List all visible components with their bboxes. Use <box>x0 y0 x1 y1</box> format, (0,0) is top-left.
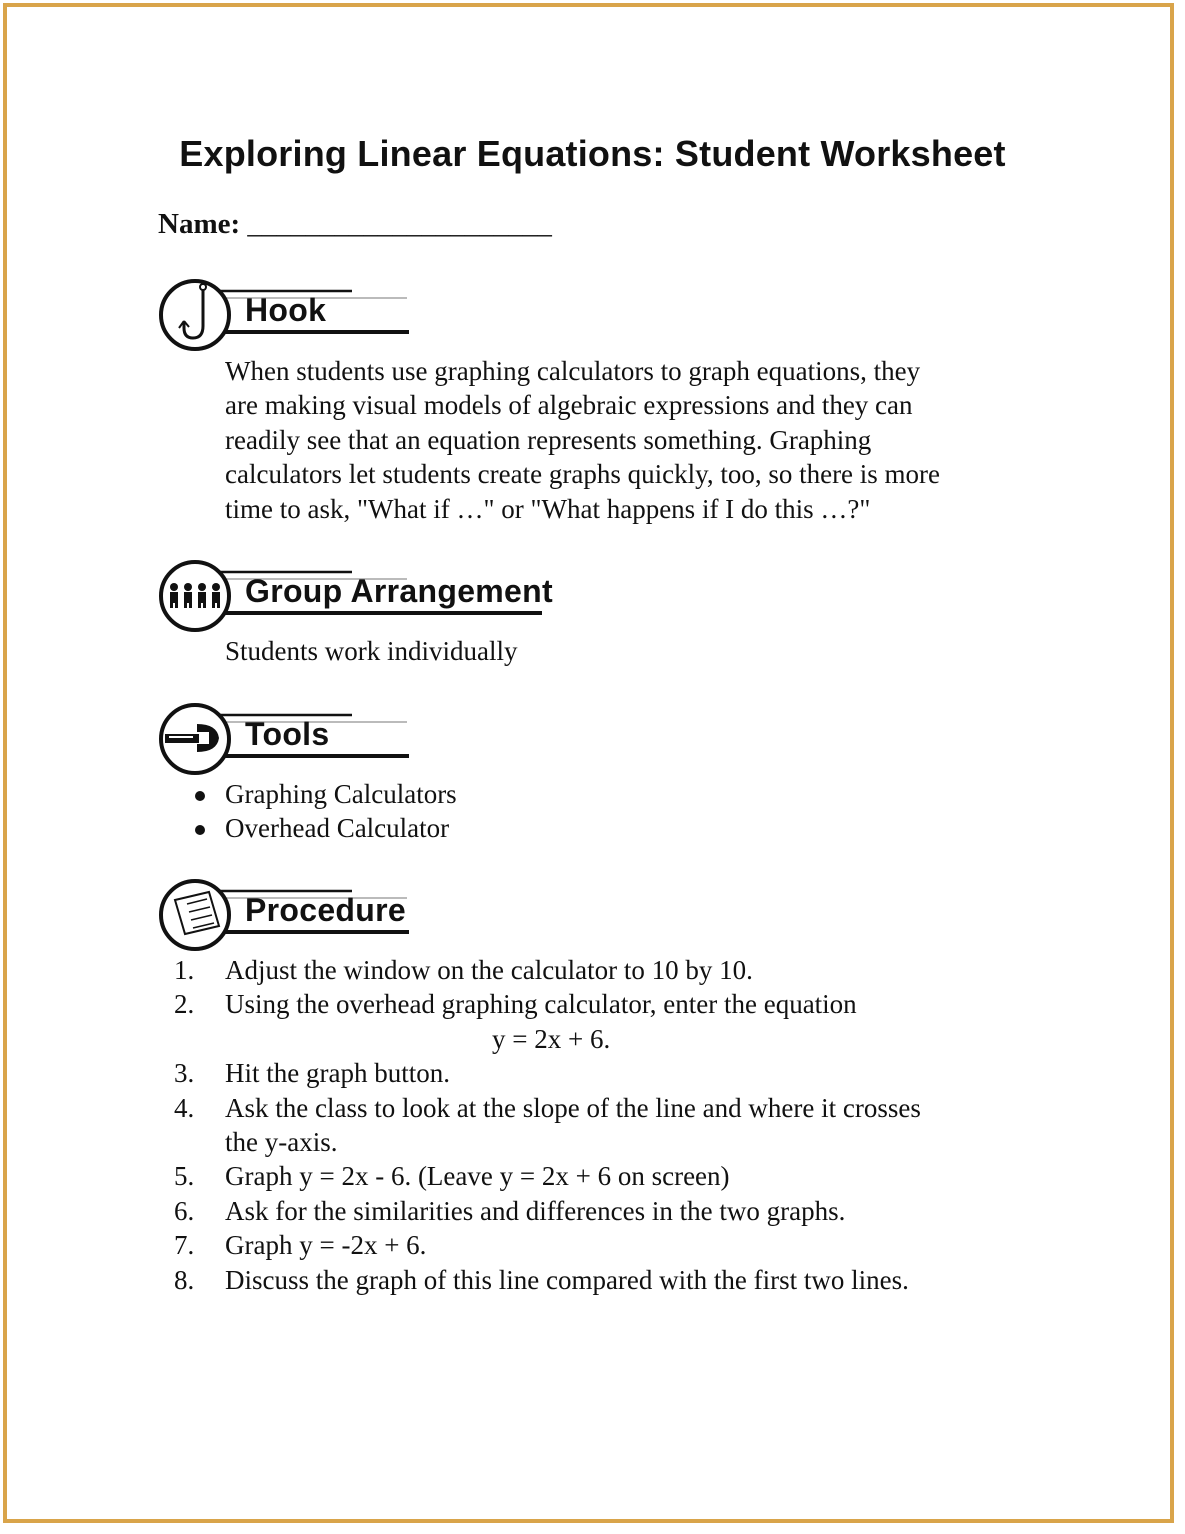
procedure-steps <box>0 953 1185 1297</box>
list-item <box>0 777 1185 811</box>
name-blank: _____________________ <box>247 208 552 240</box>
step-number: 6. <box>174 1195 195 1226</box>
bullet-icon <box>195 825 205 835</box>
step-text: Ask for the similarities and differences in the two graphs. <box>225 1195 846 1226</box>
section-header-procedure <box>157 876 557 956</box>
hook-line: readily see that an equation represents something. Graphing <box>225 424 872 455</box>
group-text: Students work individually <box>225 636 518 666</box>
step-text: Adjust the window on the calculator to 10 by 10. <box>225 955 753 985</box>
section-label-tools: Tools <box>245 716 330 752</box>
step-number: 7. <box>174 1230 195 1261</box>
step-text: Graph y = 2x - 6. (Leave y = 2x + 6 on screen) <box>225 1161 730 1192</box>
procedure-step <box>0 953 1185 987</box>
hook-line: time to ask, "What if …" or "What happens if I do this …?" <box>225 493 871 524</box>
name-field <box>158 208 552 241</box>
step-number: 2. <box>174 989 195 1020</box>
section-header-hook <box>157 276 557 356</box>
step-number: 5. <box>174 1161 195 1192</box>
tools-list <box>0 777 1185 846</box>
hook-line: When students use graphing calculators to graph equations, they <box>225 356 921 386</box>
step-number: 8. <box>174 1264 195 1295</box>
step-text: Discuss the graph of this line compared with the first two lines. <box>225 1264 909 1295</box>
procedure-step-continuation <box>0 1022 1185 1056</box>
name-label: Name: <box>158 208 241 240</box>
step-equation: y = 2x + 6. <box>492 1023 611 1054</box>
procedure-step <box>0 1159 1185 1193</box>
section-header-group <box>157 557 557 637</box>
section-label-hook: Hook <box>245 292 327 328</box>
procedure-step <box>0 1056 1185 1090</box>
step-text: Using the overhead graphing calculator, enter the equation <box>225 989 857 1020</box>
section-label-group: Group Arrangement <box>245 573 553 609</box>
step-number: 4. <box>174 1092 195 1123</box>
step-text: Graph y = -2x + 6. <box>225 1230 427 1261</box>
procedure-step-continuation <box>0 1125 1185 1159</box>
bullet-icon <box>195 791 205 801</box>
section-header-tools <box>157 700 557 780</box>
step-number: 3. <box>174 1058 195 1089</box>
hook-paragraph <box>225 354 1025 526</box>
tool-item: Overhead Calculator <box>225 813 450 844</box>
section-label-procedure: Procedure <box>245 892 406 928</box>
worksheet-title: Exploring Linear Equations: Student Worksheet <box>179 133 1006 174</box>
procedure-step <box>0 1194 1185 1228</box>
list-item <box>0 811 1185 845</box>
step-text: Ask the class to look at the slope of the line and where it crosses <box>225 1092 921 1123</box>
procedure-step <box>0 1263 1185 1297</box>
step-number: 1. <box>174 955 195 985</box>
procedure-step <box>0 987 1185 1021</box>
procedure-step <box>0 1228 1185 1262</box>
hook-line: are making visual models of algebraic expressions and they can <box>225 390 913 421</box>
procedure-step <box>0 1091 1185 1125</box>
hook-line: calculators let students create graphs quickly, too, so there is more <box>225 459 941 490</box>
step-text-continued: the y-axis. <box>225 1126 338 1157</box>
tool-item: Graphing Calculators <box>225 779 457 809</box>
step-text: Hit the graph button. <box>225 1058 450 1089</box>
